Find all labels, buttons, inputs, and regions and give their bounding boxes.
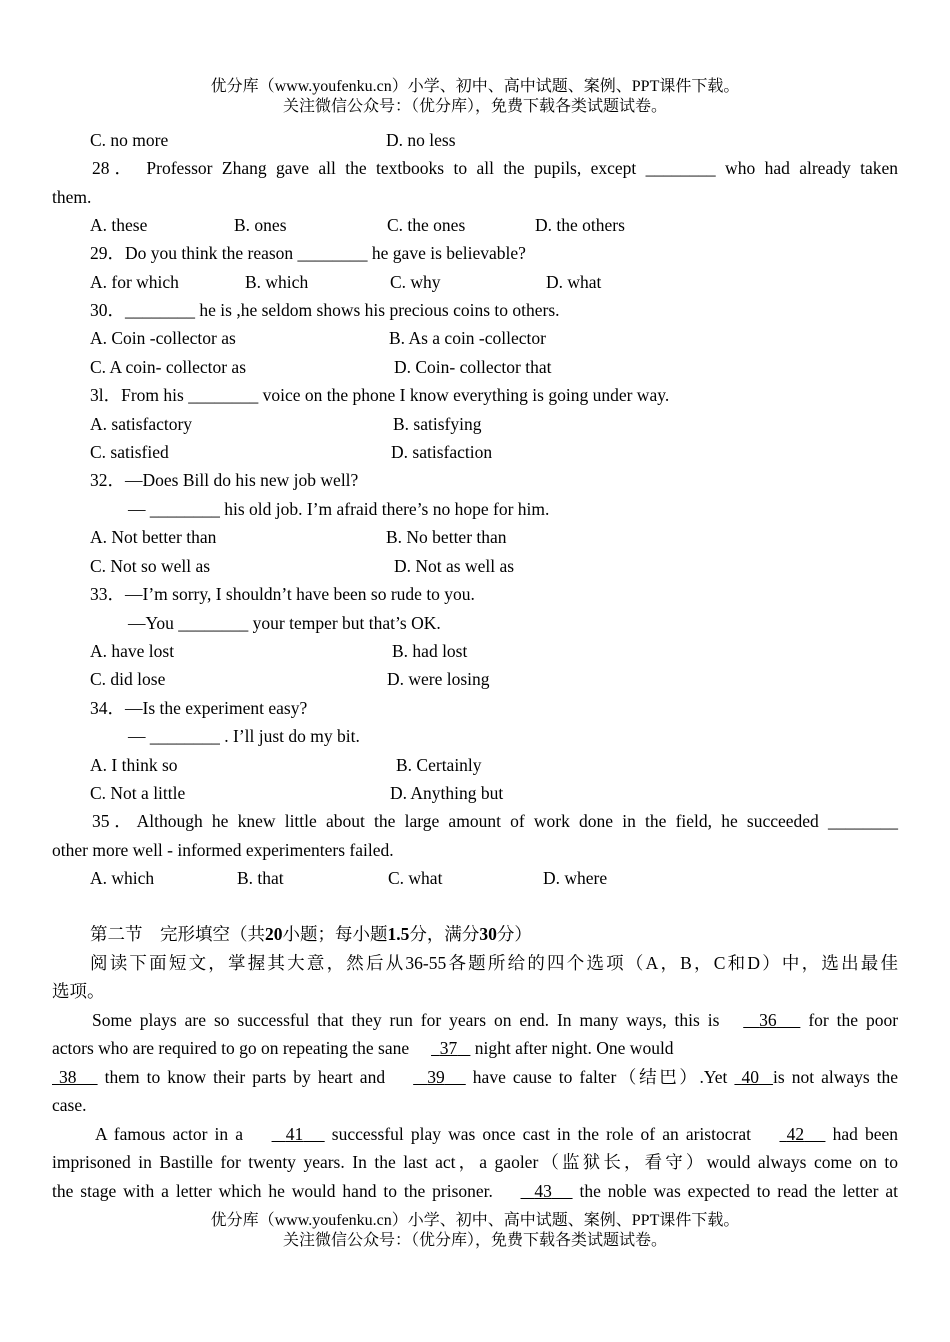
- passage-p2-line-3: the stage with a letter which he would hand to the prisoner. 43 the noble was expected to read the letter at: [52, 1181, 899, 1201]
- q28-option-a: A. these: [90, 215, 148, 235]
- q28-stem: 28． Professor Zhang gave all the textbooks to all the pupils, except ________ who had already taken: [92, 158, 898, 178]
- q28-option-c: C. the ones: [387, 215, 466, 235]
- q33-reply: —You ________ your temper but that’s OK.: [128, 613, 441, 633]
- q35-option-c: C. what: [388, 868, 443, 888]
- q28-option-b: B. ones: [234, 215, 287, 235]
- q29-option-b: B. which: [245, 272, 309, 292]
- q33-option-c: C. did lose: [90, 669, 166, 689]
- q34-stem: 34．—Is the experiment easy?: [90, 698, 308, 718]
- q35-option-b: B. that: [237, 868, 284, 888]
- footer-line-2: 关注微信公众号：（优分库），免费下载各类试题试卷。: [282, 1232, 667, 1249]
- q34-option-a: A. I think so: [90, 755, 178, 775]
- blank-36: 36: [759, 1010, 777, 1030]
- passage-p1-line-1: Some plays are so successful that they run for years on end. In many ways, this is 36 for the poor: [92, 1010, 899, 1030]
- q27-option-d: D. no less: [386, 130, 456, 150]
- q31-option-b: B. satisfying: [393, 414, 482, 434]
- q33-option-d: D. were losing: [387, 669, 490, 689]
- q31-option-a: A. satisfactory: [90, 414, 193, 434]
- q31-option-d: D. satisfaction: [391, 442, 493, 462]
- blank-43: 43: [534, 1181, 552, 1201]
- section-2-instructions-cont: 选项。: [52, 981, 105, 1001]
- blank-37: 37: [439, 1038, 458, 1058]
- q30-option-a: A. Coin -collector as: [90, 328, 236, 348]
- blank-38: 38: [59, 1067, 77, 1087]
- q35-option-d: D. where: [543, 868, 608, 888]
- passage-p1-line-2: actors who are required to go on repeating the sane 37 night after night. One would: [52, 1038, 674, 1058]
- q33-stem: 33．—I’m sorry, I shouldn’t have been so rude to you.: [90, 584, 475, 604]
- q32-stem: 32．—Does Bill do his new job well?: [90, 470, 359, 490]
- q32-reply: — ________ his old job. I’m afraid there’s no hope for him.: [128, 499, 550, 519]
- q35-stem-cont: other more well - informed experimenters failed.: [52, 840, 394, 860]
- q30-option-d: D. Coin- collector that: [394, 357, 552, 377]
- q34-option-c: C. Not a little: [90, 783, 186, 803]
- q34-reply: — ________ . I’ll just do my bit.: [128, 726, 360, 746]
- q32-option-b: B. No better than: [386, 527, 507, 547]
- passage-p1-line-3: 38 them to know their parts by heart and 39 have cause to falter（结巴）.Yet 40 is not always the: [52, 1066, 898, 1088]
- header-line-1: 优分库（www.youfenku.cn）小学、初中、高中试题、案例、PPT课件下载。: [210, 78, 740, 95]
- q32-option-a: A. Not better than: [90, 527, 217, 547]
- q29-stem: 29．Do you think the reason ________ he gave is believable?: [90, 243, 526, 263]
- passage-p2-line-2: imprisoned in Bastille for twenty years. In the last act，a gaoler（监狱长，看守）would always come on to: [52, 1152, 898, 1172]
- q32-option-d: D. Not as well as: [394, 556, 515, 576]
- q30-option-c: C. A coin- collector as: [90, 357, 247, 377]
- section-2-instructions: 阅读下面短文，掌握其大意，然后从36-55各题所给的四个选项（A，B，C和D）中，选出最佳: [90, 953, 898, 973]
- q35-stem: 35．Although he knew little about the large amount of work done in the field, he succeeded ________: [92, 811, 898, 831]
- q34-option-b: B. Certainly: [396, 755, 482, 775]
- q29-option-c: C. why: [390, 272, 441, 292]
- blank-39: 39: [427, 1067, 445, 1087]
- q33-option-b: B. had lost: [392, 641, 468, 661]
- q32-option-c: C. Not so well as: [90, 556, 211, 576]
- section-2-heading: 第二节 完形填空（共20小题；每小题1.5分，满分30分）: [90, 924, 532, 944]
- q34-option-d: D. Anything but: [390, 783, 504, 803]
- blank-40: 40: [741, 1067, 759, 1087]
- blank-41: 41: [285, 1124, 304, 1144]
- q29-option-a: A. for which: [90, 272, 179, 292]
- header-line-2: 关注微信公众号：（优分库），免费下载各类试题试卷。: [282, 98, 667, 115]
- q31-option-c: C. satisfied: [90, 442, 169, 462]
- footer-line-1: 优分库（www.youfenku.cn）小学、初中、高中试题、案例、PPT课件下载。: [210, 1212, 740, 1229]
- blank-42: 42: [786, 1124, 805, 1144]
- q29-option-d: D. what: [546, 272, 602, 292]
- q35-option-a: A. which: [90, 868, 155, 888]
- q28-option-d: D. the others: [535, 215, 625, 235]
- q30-option-b: B. As a coin -collector: [389, 328, 546, 348]
- q30-stem: 30．________ he is ,he seldom shows his precious coins to others.: [90, 300, 560, 320]
- q27-option-c: C. no more: [90, 130, 169, 150]
- q31-stem: 3l．From his ________ voice on the phone I know everything is going under way.: [90, 385, 670, 405]
- passage-p1-line-4: case.: [52, 1095, 87, 1115]
- q33-option-a: A. have lost: [90, 641, 175, 661]
- passage-p2-line-1: A famous actor in a 41 successful play was once cast in the role of an aristocrat 42 had been: [95, 1124, 899, 1144]
- q28-stem-cont: them.: [52, 187, 92, 207]
